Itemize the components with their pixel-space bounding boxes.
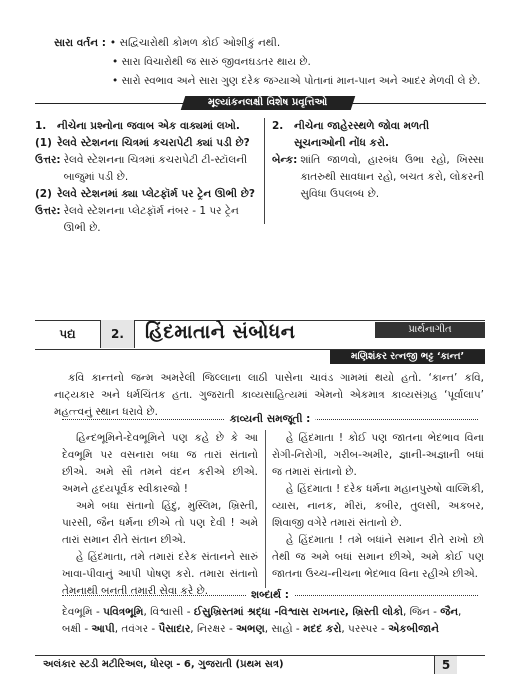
q1-text: નીચેના પ્રશ્નોના જવાબ એક વાક્યમાં લખો. (57, 120, 240, 132)
chapter-header (35, 318, 485, 350)
page-footer (35, 655, 485, 674)
left-questions (35, 118, 257, 237)
explanation-para-3: હે હિંદમાતા, તમે તમારાં દરેક સંતાનને સારું ખાવા-પીવાનું આપી પોષણ કરો. તમારા સંતાનો તેમનાથી બનતી તમારી સેવા કરે છે. (62, 551, 258, 597)
bank-key: બેન્ક: (272, 154, 298, 166)
bank-answer: શાંતિ જાળવો, હારબંધ ઉભા રહો, ખિસ્સા કાતરુથી સાવધાન રહો, બચત કરો, લોકરની સુવિધા ઉપલબ્ધ છે. (300, 154, 484, 200)
gloss-word-5: તવંગર (121, 623, 149, 635)
q2-number: 2. (272, 120, 284, 132)
q1-number: 1. (35, 120, 47, 132)
explanation-para-6: હે હિંદમાતા ! તમે બધાંને સમાન રીતે રાખો છો તેથી જ અમે બધાં સમાન છીએ, અમે કોઈ પણ જાતના ઉચ્ચ-નીચના ભેદભાવ વિના રહીએ છીએ. (272, 534, 484, 580)
bullet-2: • સારા વિચારોથી જ સારું જીવનઘડતર થાય છે. (112, 56, 311, 68)
activity-band (35, 96, 486, 110)
bullet-1: • સદ્વિચારોથી કોમળ કોઈ ઓશીકું નથી. (109, 37, 281, 49)
right-questions (272, 118, 484, 203)
item1-text: રેલવે સ્ટેશનના ચિત્રમાં કચરાપેટી ક્યાં પડી છે? (57, 137, 250, 149)
explanation-right (272, 430, 484, 583)
explanation-para-1: હિન્દભૂમિને-દેવભૂમિને પણ કહે છે કે આ દેવભૂમિ પર વસનારા બધા જ તારાં સંતાનો છીએ. અમે સૌ તમને વંદન કરીએ છીએ. અમને હૃદયપૂર્વક સ્વીકારજો ! (62, 432, 258, 495)
gloss-meaning-7: મદદ કરો (303, 623, 342, 635)
gloss-word-8: પરસ્પર (348, 623, 378, 635)
glossary-heading: શબ્દાર્થ : (246, 588, 294, 602)
item2-number: (2) (35, 188, 52, 200)
gloss-meaning-4: આપી (91, 623, 115, 635)
good-conduct-label: સારા વર્તન : (54, 37, 106, 49)
gloss-word-4: બક્ષી (62, 623, 82, 635)
chapter-title: હિંદમાતાને સંબોધન (145, 321, 296, 343)
poet-intro: કવિ કાન્તનો જન્મ અમરેલી જિલ્લાના લાઠી પાસેના ચાવંડ ગામમાં થયો હતો. ‘કાન્ત’ કવિ, નાટ્યકાર અને ધર્મચિંતક હતા. ગુજરાતી કાવ્યસાહિત્યમાં એમનો એકમાત્ર કાવ્યસંગ્રહ ‘પૂર્વાલાપ’ મહત્ત્વનું સ્થાન ધરાવે છે. (54, 372, 484, 418)
good-conduct-block (54, 34, 494, 91)
footer-text: અલંકાર સ્ટડી મટીરિઅલ, ધોરણ - 6, ગુજરાતી (પ્રથમ સત્ર) (43, 659, 284, 670)
explanation-para-4: હે હિંદમાતા ! કોઈ પણ જાતના ભેદભાવ વિના રોગી-નિરોગી, ગરીબ-અમીર, જ્ઞાની-અજ્ઞાની બધાં જ તમારાં સંતાનો છે. (272, 432, 484, 478)
gloss-word-6: નિરક્ષર (196, 623, 226, 635)
gloss-meaning-6: અભણ (236, 623, 265, 635)
q2-text: નીચેના જાહેરસ્થળે જોવા મળતી સૂચનાઓની નોંધ કરો. (294, 120, 430, 149)
item1-answer-key: ઉત્તર: (35, 154, 61, 166)
activity-title: મૂલ્યાંકનલક્ષી વિશેષ પ્રવૃત્તિઓ (208, 97, 328, 108)
glossary-separator (62, 588, 478, 602)
gloss-word-1: દેવભૂમિ (62, 606, 93, 618)
bullet-3: • સારો સ્વભાવ અને સારા ગુણ દરેક જગ્યાએ પોતાનાં માન-પાન અને આદર મેળવી લે છે. (112, 75, 481, 87)
gloss-word-7: સાહો (271, 623, 293, 635)
gloss-meaning-3: જૈન (440, 606, 459, 618)
page-number: 5 (434, 656, 457, 674)
item1-answer: રેલવે સ્ટેશનના ચિત્રમાં કચરાપેટી ટી-સ્ટૉલની બાજુમાં પડી છે. (63, 154, 248, 183)
chapter-number: 2. (100, 320, 135, 348)
item2-text: રેલવે સ્ટેશનમાં ક્યા પ્લેટફૉર્મ પર ટ્રેન ઊભી છે? (57, 188, 255, 200)
explanation-divider (265, 430, 266, 588)
glossary: દેવભૂમિ - પવિત્રભૂમિ, વિશ્વાસી - ઈસુખ્રિસ્તમાં શ્રદ્ધા -વિશ્વાસ રાખનાર, ખ્રિસ્તી લોકો, જિન - જૈન, બક્ષી - આપી, તવંગર - પૈસાદાર, નિરક્ષર - અભણ, સાહો - મદદ કરો, પરસ્પર - એકબીજાને (62, 606, 462, 635)
explanation-left (62, 430, 258, 600)
gloss-meaning-1: પવિત્રભૂમિ (103, 606, 144, 618)
activity-title-pill (181, 96, 356, 110)
explanation-para-5: હે હિંદમાતા ! દરેક ધર્મના મહાનપુરુષો વાલ્મિકી, વ્યાસ, નાનક, મીરાં, કબીર, તુલસી, અકબર, શિવાજી વગેરે તમારાં સંતાનો છે. (272, 483, 484, 529)
gloss-meaning-5: પૈસાદાર (158, 623, 191, 635)
item2-answer: રેલવે સ્ટેશનના પ્લેટફૉર્મ નંબર - 1 પર ટ્રેન ઊભી છે. (63, 205, 239, 234)
explanation-heading: કાવ્યની સમજૂતી : (225, 412, 316, 426)
explanation-para-2: અમે બધા સંતાનો હિંદુ, મુસ્લિમ, ખ્રિસ્તી, પારસી, જૈન ધર્મના છીએ તો પણ દેવી ! અમે તારાં સમાન રીતે સંતાન છીએ. (62, 500, 258, 546)
explanation-separator (62, 412, 478, 426)
chapter-tag: પ્રાર્થનાગીત (375, 322, 485, 338)
gloss-word-2: વિશ્વાસી (150, 606, 184, 618)
chapter-type: પદ્ય (59, 327, 76, 341)
gloss-meaning-2: ઈસુખ્રિસ્તમાં શ્રદ્ધા -વિશ્વાસ રાખનાર, ખ્રિસ્તી લોકો (193, 606, 403, 618)
item2-answer-key: ઉત્તર: (35, 205, 61, 217)
chapter-author: મણિશંકર રત્નજી ભટ્ટ ‘કાન્ત’ (330, 350, 485, 364)
column-divider (264, 118, 265, 224)
gloss-word-3: જિન (409, 606, 430, 618)
gloss-meaning-8: એકબીજાને (388, 623, 439, 635)
item1-number: (1) (35, 137, 52, 149)
